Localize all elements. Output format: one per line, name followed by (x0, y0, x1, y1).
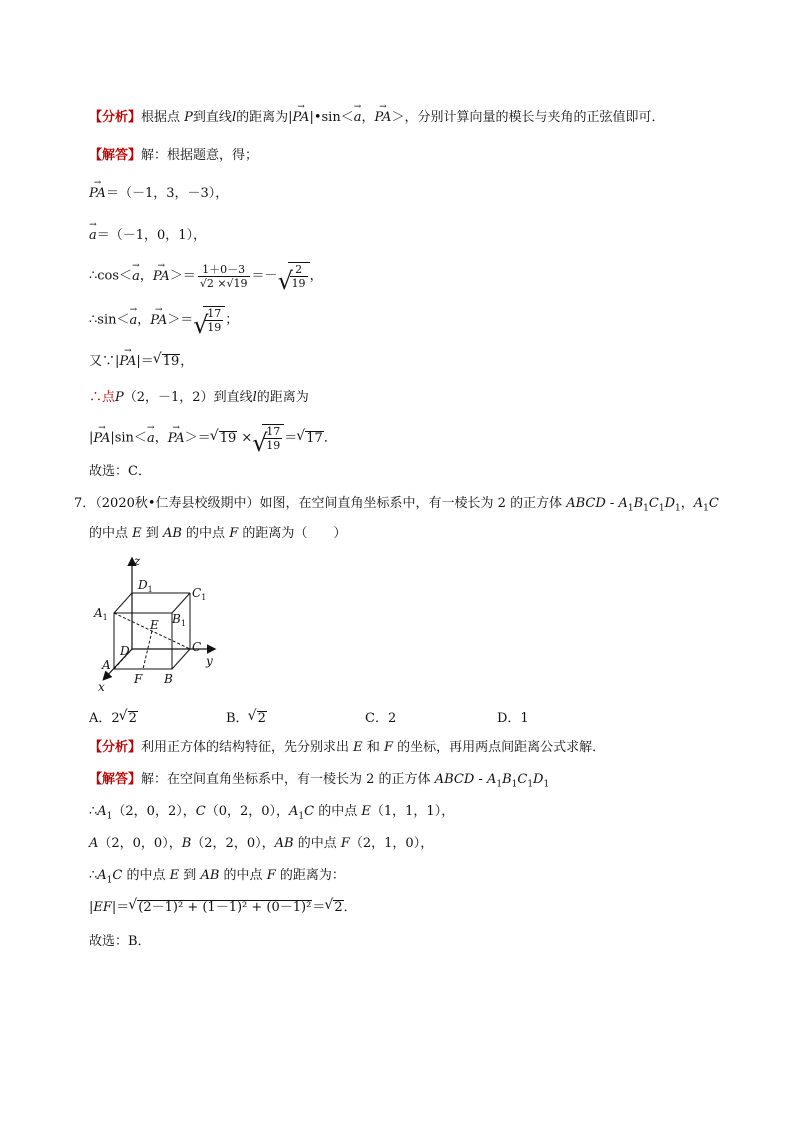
cube-front-face (114, 613, 172, 669)
analysis-line-6: 【分析】根据点 P到直线l的距离为|→ PA|•sin＜→ a，→ PA＞，分别计算向量的模长与夹角的正弦值即可． (89, 108, 664, 128)
svg-text:E: E (150, 618, 159, 632)
answer-intro-6: 【解答】解：根据题意，得； (89, 148, 259, 163)
segment-ef (143, 631, 152, 669)
a-vector-line: → a＝（－1，0，1）， (89, 226, 206, 246)
svg-text:C: C (192, 640, 202, 654)
option-d[interactable]: D．1 (497, 711, 529, 726)
distance-intro-7: $\therefore A_1C$ 的中点 E 到 AB 的中点 F 的距离为： (89, 868, 345, 886)
sin-result-root: √ $\frac{17}{19}$ (203, 306, 225, 334)
svg-text:z: z (134, 554, 141, 568)
svg-text:C1: $C_1$ (192, 586, 207, 602)
point-line: ∴点P（2，－1，2）到直线l的距离为 (89, 390, 309, 405)
sin-line: ∴sin＜→ a，→ PA＞＝ √ $\frac{17}{19}$ ； (89, 306, 238, 334)
ef-formula-line: |EF|＝√ (2－1)² + (1－1)² + (0－1)²＝√ 2． (89, 898, 357, 918)
distance-line: |→ PA|sin＜→ a，→ PA＞＝√ 19 × √ $\frac{17}{19}$ ＝√ 17． (89, 424, 337, 452)
svg-text:F: F (134, 672, 143, 686)
option-c[interactable]: C．2 (365, 711, 397, 726)
answer-intro-7: 【解答】解：在空间直角坐标系中，有一棱长为 2 的正方体 ABCD - $A_1B_1C_1D_1$ (89, 772, 550, 790)
svg-text:A1: $A_1$ (94, 606, 108, 622)
cos-line: ∴cos＜→ a，→ PA＞＝ $\frac{1+0-3}{√2 \times√19}$ ＝－ √ $\frac{2}{19}$ ， (89, 262, 323, 290)
svg-text:D1: $D_1$ (138, 578, 153, 594)
pa-vector-line: → PA＝（－1，3，－3）， (89, 184, 228, 204)
cos-result-root: √ $\frac{2}{19}$ (288, 262, 310, 290)
option-b[interactable]: B．√ 2 (226, 707, 267, 726)
analysis-line-7: 【分析】利用正方体的结构特征，先分别求出 E 和 F 的坐标，再用两点间距离公式求解． (89, 740, 606, 755)
coords-line-1: $\therefore A_1(2$，0，2），C（0，2，0），$A_1C$ 的中点 E（1，1，1）， (89, 804, 455, 822)
svg-text:B: B (164, 672, 173, 686)
analysis-tag: 【分析】 (89, 110, 142, 125)
svg-text:B1: $B_1$ (172, 612, 186, 628)
coords-line-2: A（2，0，0），B（2，2，0），AB 的中点 F（2，1，0）， (89, 836, 434, 851)
cube-figure (88, 553, 228, 693)
svg-text:A: A (102, 658, 111, 672)
also-line: 又∵|→ PA|＝√ 19， (89, 352, 193, 372)
svg-text:x: x (98, 680, 105, 693)
problem-7-stem-line2: 的中点 E 到 AB 的中点 F 的距离为（ ） (89, 526, 347, 541)
svg-text:y: y (206, 654, 213, 668)
problem-7-stem: 7．（2020秋•仁寿县校级期中）如图，在空间直角坐标系中，有一棱长为 2 的正方体 ABCD - $A_1B_1C_1D_1$，$A_1C$ (74, 496, 719, 514)
choice-6: 故选：C． (89, 464, 151, 479)
option-a[interactable]: A．2√ 2 (89, 707, 138, 726)
cos-fraction: $\frac{1+0-3}{√2 \times√19}$ (199, 262, 248, 290)
choice-7: 故选：B． (89, 934, 151, 949)
svg-text:D: D (120, 644, 130, 658)
